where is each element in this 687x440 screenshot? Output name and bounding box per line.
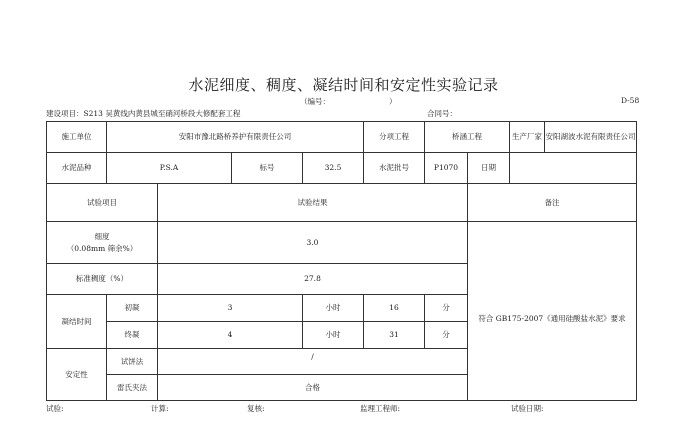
- construction-unit-value: 安阳市豫北路桥养护有限责任公司: [107, 122, 364, 153]
- consistency-value: 27.8: [158, 264, 468, 295]
- footer-calculator: 计算:: [151, 404, 169, 413]
- manufacturer-value: 安阳湖波水泥有限责任公司: [545, 122, 637, 153]
- grade-value: 32.5: [303, 153, 364, 184]
- fineness-label-line2: （0.08mm 筛余%）: [66, 243, 138, 253]
- remark-cell: [468, 222, 637, 401]
- cement-type-label: 水泥品种: [47, 153, 107, 184]
- remark-text: 符合 GB175-2007《通用硅酸盐水泥》要求: [478, 314, 626, 324]
- consistency-label: 标准稠度（%）: [47, 264, 158, 295]
- fineness-value: 3.0: [158, 222, 468, 264]
- cake-method-slash: /: [311, 352, 314, 361]
- fineness-label: [47, 222, 158, 264]
- footer-tester: 试验:: [46, 404, 64, 413]
- row-cement-info: [47, 153, 637, 184]
- number-close: ）: [389, 97, 397, 106]
- project-name: 建设项目：S213 吴黄线内黄县城至硝河桥段大修配套工程: [46, 109, 241, 118]
- initial-hour-unit: 小时: [303, 295, 364, 322]
- row-fineness: [47, 222, 637, 264]
- final-minute-unit: 分: [425, 322, 468, 349]
- cement-type-value: P.S.A: [107, 153, 232, 184]
- initial-minute-unit: 分: [425, 295, 468, 322]
- row-basic-info: [47, 122, 637, 153]
- number-label: （编号：: [300, 97, 330, 106]
- header-remark: 备注: [468, 184, 637, 222]
- initial-minutes-value: 16: [364, 295, 425, 322]
- cake-method-label: 试饼法: [107, 349, 158, 375]
- grade-label: 标号: [232, 153, 303, 184]
- record-table: [46, 121, 637, 401]
- final-hour-unit: 小时: [303, 322, 364, 349]
- initial-hours-value: 3: [158, 295, 303, 322]
- header-test-result: 试验结果: [158, 184, 468, 222]
- final-setting-label: 终凝: [107, 322, 158, 349]
- date-label: 日期: [468, 153, 510, 184]
- row-headers: [47, 184, 637, 222]
- page-title: 水泥细度、稠度、凝结时间和安定性实验记录: [188, 76, 499, 94]
- footer-test-date: 试验日期:: [511, 404, 544, 413]
- batch-label: 水泥批号: [364, 153, 425, 184]
- header-test-item: 试验项目: [47, 184, 158, 222]
- cake-method-value: [158, 349, 468, 375]
- form-code: D-58: [621, 96, 640, 105]
- sub-project-value: 桥涵工程: [425, 122, 510, 153]
- initial-setting-label: 初凝: [107, 295, 158, 322]
- soundness-label: 安定性: [47, 349, 107, 401]
- contract-label: 合同号：: [427, 109, 457, 118]
- footer-reviewer: 复核:: [247, 404, 265, 413]
- fineness-label-line1: 细度: [94, 232, 110, 242]
- sub-project-label: 分项工程: [364, 122, 425, 153]
- final-hours-value: 4: [158, 322, 303, 349]
- setting-time-label: 凝结时间: [47, 295, 107, 349]
- final-minutes-value: 31: [364, 322, 425, 349]
- manufacturer-label: 生产厂家: [510, 122, 545, 153]
- construction-unit-label: 施工单位: [47, 122, 107, 153]
- batch-value: P1070: [425, 153, 468, 184]
- footer-supervisor: 监理工程师:: [360, 404, 401, 413]
- le-method-value: 合格: [158, 375, 468, 401]
- le-method-label: 雷氏夹法: [107, 375, 158, 401]
- date-value: [510, 153, 637, 184]
